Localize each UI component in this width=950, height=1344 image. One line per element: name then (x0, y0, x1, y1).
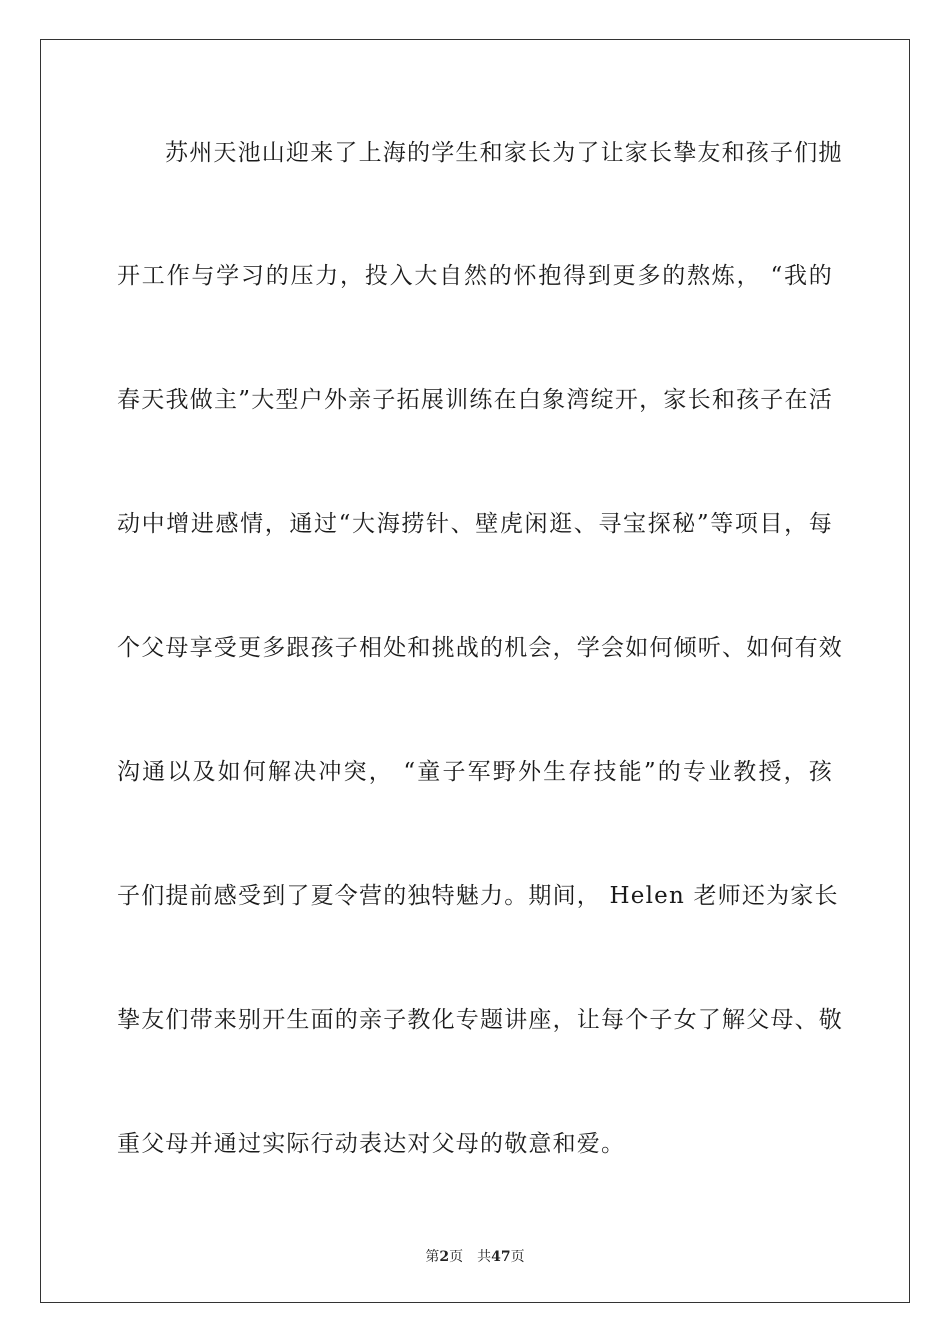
paragraph-line-1: 苏州天池山迎来了上海的学生和家长为了让家长挚友和孩子们抛 (165, 140, 843, 166)
total-prefix: 共 (477, 1249, 492, 1265)
paragraph-line-7: 子们提前感受到了夏令营的独特魅力。期间， Helen 老师还为家长 (117, 883, 839, 909)
paragraph-line-9: 重父母并通过实际行动表达对父母的敬意和爱。 (117, 1131, 626, 1157)
paragraph-line-5: 个父母享受更多跟孩子相处和挑战的机会，学会如何倾听、如何有效 (117, 635, 843, 661)
paragraph-line-4: 动中增进感情，通过“大海捞针、壁虎闲逛、寻宝探秘”等项目，每 (117, 511, 833, 537)
page-border (40, 39, 910, 1303)
page-footer (0, 1247, 950, 1267)
paragraph-line-2: 开工作与学习的压力，投入大自然的怀抱得到更多的熬炼， “我的 (117, 263, 833, 289)
total-suffix: 页 (510, 1249, 525, 1265)
paragraph-line-8: 挚友们带来别开生面的亲子教化专题讲座，让每个子女了解父母、敬 (117, 1007, 843, 1033)
page-prefix: 第 (425, 1249, 440, 1265)
page-number: 2 (439, 1249, 450, 1265)
total-pages: 47 (491, 1249, 511, 1265)
page-suffix: 页 (449, 1249, 464, 1265)
paragraph-line-3: 春天我做主”大型户外亲子拓展训练在白象湾绽开，家长和孩子在活 (117, 387, 833, 413)
paragraph-line-6: 沟通以及如何解决冲突， “童子军野外生存技能”的专业教授，孩 (117, 759, 833, 785)
